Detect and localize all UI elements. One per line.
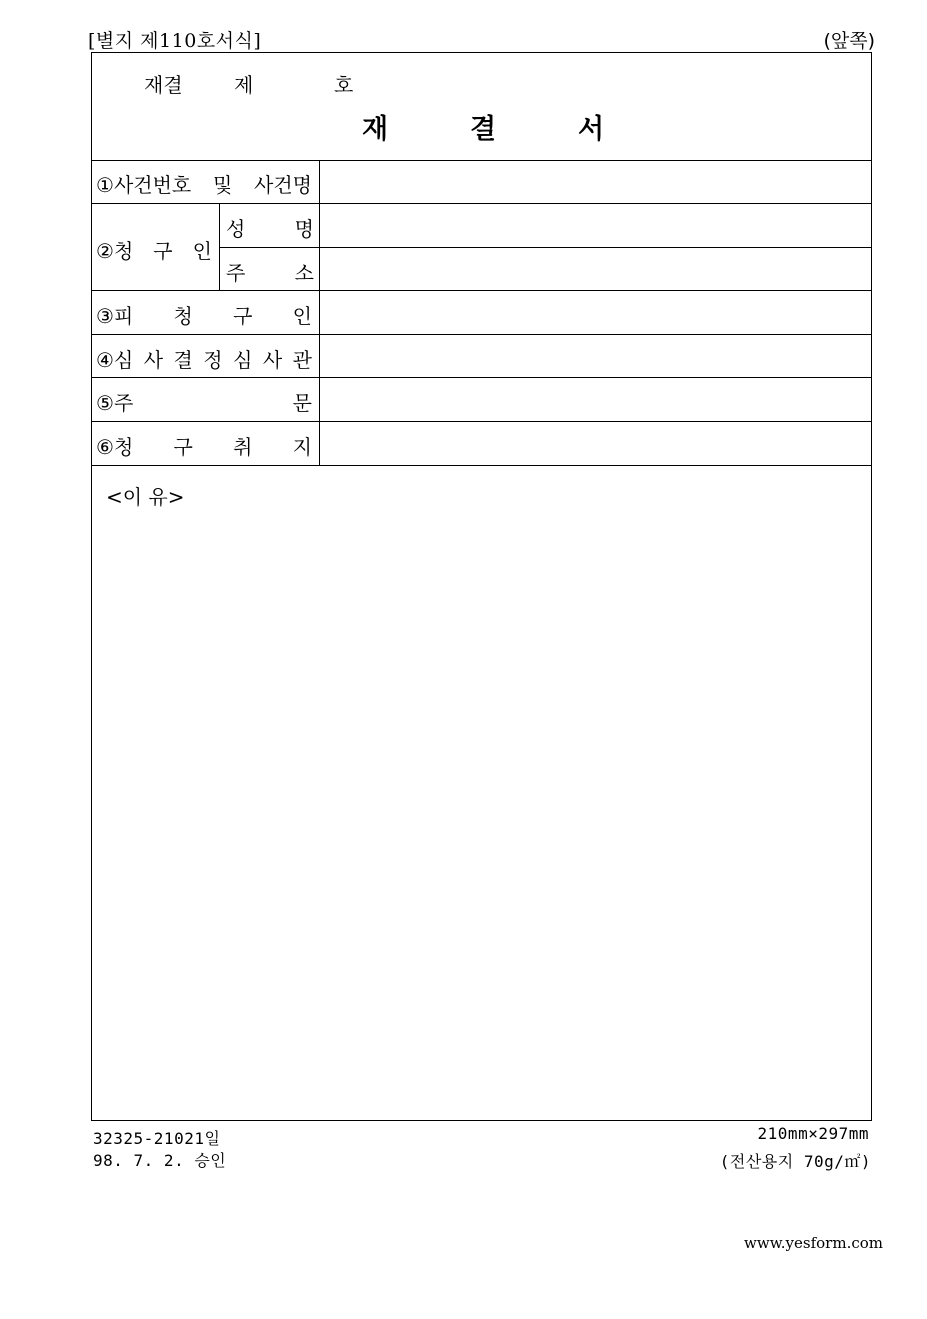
label-part: 청 <box>113 435 134 459</box>
row-case-number-label <box>96 169 312 198</box>
label-part: 심 <box>113 348 134 372</box>
order-field[interactable] <box>320 378 871 421</box>
label-part: 소 <box>294 261 314 285</box>
row-respondent <box>92 291 871 335</box>
circle-number-6: ⑥ <box>96 435 114 459</box>
label-part: 사건번호 <box>113 173 192 197</box>
title-char-2: 결 <box>470 114 497 145</box>
row-examiner-label <box>96 344 312 373</box>
claimant-address-field[interactable] <box>320 248 871 290</box>
title-char-1: 재 <box>362 114 389 145</box>
label-part: 및 <box>212 173 233 197</box>
label-part: 결 <box>173 348 193 372</box>
circle-number-2: ② <box>96 239 114 263</box>
label-part: 구 <box>233 304 253 328</box>
website-link[interactable]: www.yesform.com <box>744 1234 883 1252</box>
label-part: 구 <box>173 435 193 459</box>
label-part: 심 <box>233 348 253 372</box>
row-case-number <box>92 160 871 204</box>
title-char-3: 서 <box>578 114 605 145</box>
row-claimant <box>92 204 871 291</box>
form-number: [별지 제110호서식] <box>88 30 262 52</box>
circle-number-3: ③ <box>96 304 114 328</box>
row-order-label <box>96 387 312 416</box>
claim-purpose-field[interactable] <box>320 422 871 465</box>
label-part: 주 <box>226 261 246 285</box>
row-examiner <box>92 335 871 378</box>
approval-date: 98. 7. 2. 승인 <box>93 1151 227 1170</box>
label-part: 청 <box>113 239 134 263</box>
row-claim-purpose-label <box>96 431 312 460</box>
label-part: 피 <box>113 304 134 328</box>
row-order <box>92 378 871 422</box>
label-part: 문 <box>292 391 312 415</box>
paper-type: (전산용지 70g/㎡) <box>719 1152 871 1171</box>
label-part: 사건명 <box>254 173 312 197</box>
respondent-field[interactable] <box>320 291 871 334</box>
examiner-field[interactable] <box>320 335 871 377</box>
decision-number-je: 제 <box>234 73 254 97</box>
title-block <box>92 53 871 161</box>
decision-form <box>91 52 872 1121</box>
circle-number-1: ① <box>96 173 114 197</box>
label-part: 구 <box>153 239 173 263</box>
page-side-label: (앞쪽) <box>823 30 875 52</box>
circle-number-5: ⑤ <box>96 391 114 415</box>
label-part: 사 <box>262 348 283 372</box>
label-part: 취 <box>233 435 253 459</box>
label-part: 지 <box>292 435 312 459</box>
reason-text-area[interactable] <box>92 513 871 1120</box>
claimant-name-field[interactable] <box>320 204 871 247</box>
claimant-address-label <box>226 257 314 286</box>
claimant-name-label <box>226 213 314 242</box>
decision-number-ho: 호 <box>334 73 354 97</box>
label-part: 청 <box>173 304 193 328</box>
label-part: 정 <box>203 348 223 372</box>
row-claim-purpose <box>92 422 871 466</box>
label-part: 성 <box>226 217 246 241</box>
label-part: 인 <box>292 304 312 328</box>
form-code: 32325-21021일 <box>93 1129 221 1148</box>
label-part: 명 <box>294 217 314 241</box>
label-part: 인 <box>192 239 212 263</box>
decision-number-label: 재결 <box>144 73 183 97</box>
case-number-field[interactable] <box>320 160 871 203</box>
row-claimant-label <box>96 235 212 264</box>
label-part: 사 <box>143 348 164 372</box>
circle-number-4: ④ <box>96 348 114 372</box>
row-respondent-label <box>96 300 312 329</box>
label-part: 주 <box>113 391 134 415</box>
reason-heading: <이 유> <box>106 485 185 509</box>
label-part: 관 <box>292 348 312 372</box>
paper-size: 210mm×297mm <box>757 1124 869 1143</box>
